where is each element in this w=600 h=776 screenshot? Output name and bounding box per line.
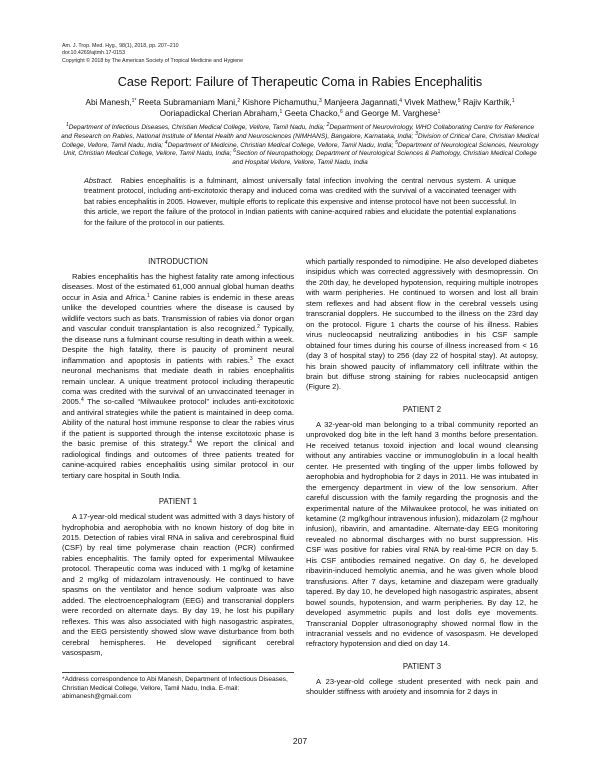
journal-copyright: Copyright © 2018 by The American Society of Tropical Medicine and Hygiene [62, 57, 244, 64]
patient1-continued: which partially responded to nimodipine. He also developed diabetes insipidus which was corrected aggressively with desmopressin. On the 20th day, he developed hypotension, requiring multiple inotropes with warm peripheries. He continued to worsen and lost all brain stem reflexes and had absent flow in the cerebral vessels using transcranial dopplers. He succumbed to the illness on the 23rd day on the protocol. Figure 1 charts the course of his illness. Rabies virus nucleocapsid neutralizing antibodies in his CSF sample obtained four times during his course of illness increased from < 16 (day 3 of hospital stay) to 256 (day 22 of hospital stay). At autopsy, his brain showed paucity of inflammatory cell infiltrate within the brain but diffuse strong staining for rabies nucleocapsid antigen (Figure 2). [306, 257, 538, 392]
affiliation-marker: 5 [395, 139, 398, 146]
author-name: Vivek Mathew, [402, 97, 458, 107]
author-name: Abi Manesh, [85, 97, 132, 107]
affiliation-text: Division of Critical Care, Christian Medical College, Vellore, Tamil Nadu, India; [61, 132, 539, 149]
journal-citation: Am. J. Trop. Med. Hyg., 98(1), 2018, pp. 207–210 [62, 43, 179, 49]
intro-text: Typically, the disease runs a fulminant course resulting in death within a week. Despite the high fatality, there is paucity of prominent neural inflammation and apoptosis in patients with rabies. [62, 324, 294, 365]
patient3-heading: PATIENT 3 [402, 661, 442, 671]
right-column [306, 257, 538, 698]
affiliation-text: Department of Neurovirology, WHO Collaborating Centre for Reference and Research on Rabies, National Institute of Mental Health and Neurosciences (NIMHANS), Bangalore, Karnataka, India; [61, 124, 535, 140]
affiliation-marker: 2 [326, 122, 330, 128]
affiliation-text: Department of Infectious Diseases, Christian Medical College, Vellore, Tamil Nadu, India; [68, 124, 327, 131]
left-column [62, 257, 294, 658]
author-name: and George M. Varghese [342, 107, 438, 118]
abstract-label: Abstract. [84, 176, 113, 185]
author-affiliation-marker: 5 [457, 98, 461, 104]
intro-paragraph [62, 272, 294, 481]
author-affiliation-marker: 1* [131, 98, 137, 104]
author-name: Reeta Subramaniam Mani, [136, 97, 238, 107]
intro-text: Canine rabies is endemic in these areas unlike the developed countries where the disease is caused by wildlife vectors such as bats. Transmission of rabies via donor organ and vascular conduit transplantation is also recognized. [62, 292, 295, 334]
correspondence-footnote: *Address correspondence to Abi Manesh, Department of Infectious Diseases, Christian Medical College, Vellore, Tamil Nadu, India. E-mail: abimanesh@gmail.com [62, 672, 294, 702]
author-affiliation-marker: 1 [511, 98, 515, 104]
page-number: 207 [292, 736, 308, 746]
author-name: Ooriapadickal Cherian Abraham, [159, 107, 280, 118]
intro-text: Rabies encephalitis has the highest fatality rate among infectious diseases. Most of the estimated 61,000 annual global human deaths occur in Asia and Africa. [62, 272, 294, 302]
abstract [84, 176, 516, 228]
abstract-text: Rabies encephalitis is a fulminant, almost universally fatal infection involving the central nervous system. A unique treatment protocol, including anti-excitotoxic therapy and induced coma was credited with the survival of a vaccinated teenager with bat rabies encephalitis in 2005. However, multiple efforts to replicate this expensive and intense protocol have not been successful. In this article, we report the failure of the protocol in Indian patients with canine-acquired rabies and elucidate the potential explanations for the failure of the protocol in our patients. [84, 176, 516, 227]
citation-marker: 3 [249, 355, 253, 362]
author-affiliation-marker: 6 [339, 108, 343, 115]
patient3-paragraph: A 23-year-old college student presented with neck pain and shoulder stiffness with anxiety and insomnia for 2 days in [306, 676, 538, 697]
author-name: Geeta Chacko, [282, 107, 340, 118]
intro-text: We report the clinical and radiological findings and outcomes of three patients treated for canine-acquired rabies encephalitis using similar protocol in our tertiary care hospital in South India. [62, 439, 294, 480]
intro-text: The exact neuronal mechanisms that mediate death in rabies encephalitis remain unclear. A unique treatment protocol including therapeutic coma was credited with the survival of an unvaccinated teenager in 2005. [62, 355, 294, 407]
patient2-paragraph: A 32-year-old man belonging to a tribal community reported an unprovoked dog bite in the left hand 3 months before presentation. He received tetanus toxoid injection and local wound cleansing without any antirabies vaccine or immunoglobulin in a local health center. He presented with tingling of the upper limbs followed by aerophobia and hydrophobia for 2 days in 2011. He was intubated in the emergency department in view of the low sensorium. After careful discussion with the family regarding the prognosis and the experimental nature of the Milwaukee protocol, he was initiated on ketamine (2 mg/kg/hour intravenous infusion), midazolam (2 mg/hour infusion), ribavirin, and amantadine. Alternate-day EEG monitoring revealed no abnormal discharges with no burst suppression. His CSF was positive for rabies viral RNA by real-time PCR on day 5. His CSF antibodies remained negative. On day 6, he developed ribavirin-induced hemolytic anemia, and he was given whole blood transfusions. After 7 days, ketamine and diazepam were gradually tapered. By day 10, he developed high nasogastric aspirates, absent bowel sounds, hypotension, and warm peripheries. By day 12, he developed asymmetric pupils and lost dolls eye movements. Transcranial Doppler ultrasonography showed normal flow in the intracranial vessels and no evidence of vasospasm. He developed refractory hypotension and died on day 14. [306, 419, 538, 649]
affiliation-text: Department of Medicine, Christian Medical College, Vellore, Tamil Nadu, India; [167, 141, 396, 149]
affiliations [60, 124, 540, 168]
patient2-heading: PATIENT 2 [402, 404, 442, 414]
author-name: Rajiv Karthik, [460, 97, 512, 107]
patient1-heading: PATIENT 1 [158, 497, 198, 507]
affiliation-marker: 6 [233, 148, 237, 155]
affiliation-marker: 4 [164, 139, 168, 146]
affiliation-marker: 1 [65, 122, 69, 128]
journal-doi: doi:10.4269/ajtmh.17-0153 [62, 50, 126, 57]
author-affiliation-marker: 1 [437, 108, 441, 115]
intro-heading: INTRODUCTION [148, 257, 208, 266]
citation-marker: 4 [81, 397, 84, 404]
author-list [76, 97, 524, 118]
author-affiliation-marker: 1 [279, 108, 283, 115]
patient1-paragraph: A 17-year-old medical student was admitted with 3 days history of hydrophobia and aerophobia with no known history of dog bite in 2015. Detection of rabies viral RNA in saliva and cerebrospinal fluid (CSF) by real time polymerase chain reaction (PCR) confirmed rabies encephalitis. The family opted for experimental Milwaukee protocol. Therapeutic coma was induced with 1 mg/kg of ketamine and 2 mg/kg of midazolam intravenously. He continued to have spasms on the ventilator and hence sodium valproate was also added. The electroencephalogram (EEG) and transcranial dopplers were recorded on alternate days. By day 19, he lost his pupillary reflexes. This was also associated with high nasogastric aspirates, and the EEG persistently showed slow wave disturbance from both cerebral hemispheres. He developed significant cerebral vasospasm, [62, 512, 294, 657]
affiliation-marker: 3 [415, 130, 418, 137]
author-affiliation-marker: 4 [399, 98, 403, 104]
citation-marker: 1 [147, 292, 150, 299]
affiliation-text: Section of Neuropathology, Department of Neurological Sciences & Pathology, Christian Medical College and Hospital Vellore, Vellore, Tamil Nadu, India [232, 150, 537, 167]
intro-text: The so-called “Milwaukee protocol” includes anti-excitotoxic and antiviral strategies while the patient is maintained in deep coma. Ability of the natural host immune response to clear the rabies virus if the patient is supported through the intense excitotoxic phase is the basic premise of this strategy. [62, 397, 294, 449]
author-affiliation-marker: 3 [319, 98, 322, 104]
affiliation-text: Department of Neurological Sciences, Neurology Unit, Christian Medical College, Vellore, Tamil Nadu, India; [63, 141, 539, 158]
author-name: Kishore Pichamuthu, [240, 97, 320, 107]
author-affiliation-marker: 2 [237, 98, 241, 104]
citation-marker: 4 [189, 439, 192, 446]
citation-marker: 2 [257, 324, 260, 331]
author-name: Manjeera Jagannati, [321, 97, 400, 107]
article-title: Case Report: Failure of Therapeutic Coma in Rabies Encephalitis [117, 75, 483, 89]
journal-header [62, 43, 542, 65]
